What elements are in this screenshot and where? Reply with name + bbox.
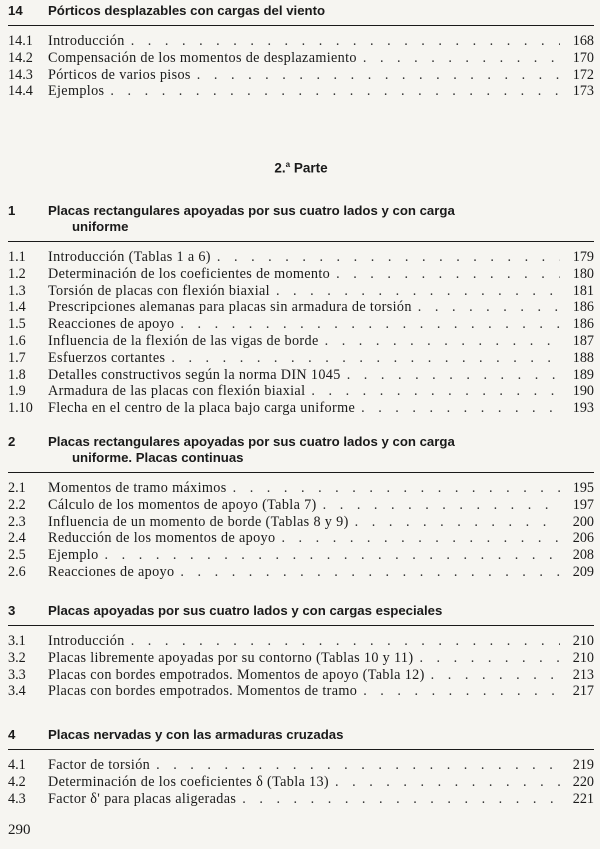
- entry-title: Momentos de tramo máximos: [48, 480, 227, 496]
- entry-page: 173: [572, 83, 594, 100]
- dot-leader: [317, 497, 560, 514]
- toc-entry: [8, 633, 594, 650]
- dot-leader: [330, 266, 560, 283]
- toc-entry: [8, 564, 594, 581]
- toc-entry: [8, 383, 594, 400]
- toc-entry: [8, 249, 594, 266]
- dot-leader: [357, 50, 560, 67]
- toc-entry: [8, 547, 594, 564]
- entry-page: 221: [572, 790, 594, 807]
- dot-leader: [355, 400, 560, 417]
- dot-leader: [174, 564, 560, 581]
- entry-title: Flecha en el centro de la placa bajo carga uniforme: [48, 400, 356, 417]
- dot-leader: [341, 367, 560, 384]
- toc-entry: [8, 400, 594, 417]
- entry-page: 187: [572, 332, 594, 349]
- toc-entry: [8, 530, 594, 547]
- entry-number: 1.3: [8, 282, 26, 299]
- entry-number: 1.8: [8, 366, 26, 383]
- divider: [8, 749, 594, 750]
- entry-title: Determinación de los coeficientes δ (Tabla 13): [48, 773, 329, 790]
- dot-leader: [227, 480, 560, 497]
- dot-leader: [125, 633, 560, 650]
- toc-entry: [8, 350, 594, 367]
- chapter-title: Placas nervadas y con las armaduras cruzadas: [48, 727, 344, 742]
- toc-entry: [8, 650, 594, 667]
- entry-number: 1.6: [8, 332, 26, 349]
- toc-entry: [8, 50, 594, 67]
- page-number: 290: [8, 822, 31, 838]
- chapter-heading: [8, 603, 594, 619]
- entry-title: Factor de torsión: [48, 757, 151, 773]
- chapter-title: Placas apoyadas por sus cuatro lados y con cargas especiales: [48, 603, 443, 618]
- chapter-number: 14: [8, 3, 23, 18]
- entry-number: 14.3: [8, 66, 33, 83]
- dot-leader: [270, 283, 560, 300]
- toc-entry: [8, 266, 594, 283]
- entry-page: 188: [572, 349, 594, 366]
- entry-page: 208: [572, 547, 594, 564]
- chapter-number: 1: [8, 203, 16, 218]
- dot-leader: [412, 299, 560, 316]
- entry-number: 14.1: [8, 33, 33, 49]
- dot-leader: [236, 791, 560, 808]
- entry-page: 186: [572, 316, 594, 333]
- toc-entry: [8, 791, 594, 808]
- entry-number: 4.2: [8, 773, 26, 790]
- dot-leader: [99, 547, 560, 564]
- entry-number: 14.2: [8, 49, 33, 66]
- entry-page: 220: [572, 773, 594, 790]
- entry-title: Reducción de los momentos de apoyo: [48, 530, 276, 547]
- dot-leader: [125, 33, 560, 50]
- dot-leader: [413, 650, 560, 667]
- entry-page: 210: [572, 649, 594, 666]
- chapter-1: [8, 203, 594, 417]
- divider: [8, 25, 594, 26]
- toc-entry: [8, 514, 594, 531]
- entry-title: Ejemplos: [48, 83, 105, 100]
- divider: [8, 625, 594, 626]
- toc-entry: [8, 283, 594, 300]
- dot-leader: [174, 316, 560, 333]
- dot-leader: [191, 67, 560, 84]
- dot-leader: [211, 249, 560, 266]
- toc-entry: [8, 774, 594, 791]
- toc-entry: [8, 333, 594, 350]
- dot-leader: [425, 667, 560, 684]
- chapter-number: 4: [8, 727, 16, 742]
- toc-entry: [8, 33, 594, 50]
- dot-leader: [150, 757, 560, 774]
- entry-page: 181: [572, 282, 594, 299]
- entry-page: 179: [572, 249, 594, 265]
- entry-page: 170: [572, 49, 594, 66]
- toc-entry: [8, 367, 594, 384]
- entry-title: Ejemplo: [48, 547, 99, 564]
- toc-entry: [8, 480, 594, 497]
- toc-entry: [8, 683, 594, 700]
- dot-leader: [275, 530, 560, 547]
- entry-number: 2.3: [8, 513, 26, 530]
- entry-title: Placas con bordes empotrados. Momentos de tramo: [48, 683, 358, 700]
- chapter-14: [8, 3, 594, 100]
- dot-leader: [319, 333, 560, 350]
- entry-title: Detalles constructivos según la norma DIN 1045: [48, 366, 341, 383]
- entry-title: Reacciones de apoyo: [48, 563, 175, 580]
- entry-page: 197: [572, 496, 594, 513]
- toc-entry: [8, 497, 594, 514]
- chapter-heading: [8, 203, 594, 235]
- entry-title: Placas con bordes empotrados. Momentos de apoyo (Tabla 12): [48, 666, 425, 683]
- entry-page: 172: [572, 66, 594, 83]
- dot-leader: [357, 683, 560, 700]
- entry-title: Determinación de los coeficientes de momento: [48, 265, 331, 282]
- toc-entry: [8, 316, 594, 333]
- entry-number: 2.1: [8, 480, 26, 496]
- entry-title: Introducción: [48, 633, 125, 649]
- chapter-number: 2: [8, 434, 16, 449]
- entry-page: 200: [572, 513, 594, 530]
- chapter-heading: [8, 3, 594, 19]
- entry-title: Prescripciones alemanas para placas sin armadura de torsión: [48, 299, 412, 316]
- dot-leader: [329, 774, 560, 791]
- entry-title: Introducción (Tablas 1 a 6): [48, 249, 211, 265]
- entry-number: 4.3: [8, 790, 26, 807]
- chapter-3: [8, 603, 594, 700]
- divider: [8, 472, 594, 473]
- entry-title: Placas libremente apoyadas por su contorno (Tablas 10 y 11): [48, 649, 414, 666]
- chapter-2: [8, 434, 594, 581]
- entry-number: 1.1: [8, 249, 26, 265]
- entry-number: 2.6: [8, 563, 26, 580]
- entry-page: 195: [572, 480, 594, 496]
- entry-page: 206: [572, 530, 594, 547]
- entry-number: 3.4: [8, 683, 26, 700]
- entry-title: Influencia de la flexión de las vigas de borde: [48, 332, 319, 349]
- entry-page: 190: [572, 383, 594, 400]
- entry-title: Cálculo de los momentos de apoyo (Tabla 7): [48, 496, 317, 513]
- entry-page: 213: [572, 666, 594, 683]
- entry-title: Pórticos de varios pisos: [48, 66, 191, 83]
- entry-number: 3.2: [8, 649, 26, 666]
- entry-number: 1.10: [8, 400, 33, 417]
- chapter-heading: [8, 434, 594, 466]
- part-heading: 2.$^a$ Parte: [274, 160, 328, 176]
- toc-entry: [8, 67, 594, 84]
- entry-title: Factor δ' para placas aligeradas: [48, 790, 237, 807]
- entry-number: 1.4: [8, 299, 26, 316]
- entry-number: 1.9: [8, 383, 26, 400]
- entry-number: 3.3: [8, 666, 26, 683]
- entry-page: 180: [572, 265, 594, 282]
- entry-page: 193: [572, 400, 594, 417]
- chapter-number: 3: [8, 603, 16, 618]
- entry-page: 186: [572, 299, 594, 316]
- entry-number: 1.5: [8, 316, 26, 333]
- dot-leader: [305, 383, 560, 400]
- entry-title: Reacciones de apoyo: [48, 316, 175, 333]
- entry-title: Torsión de placas con flexión biaxial: [48, 282, 270, 299]
- entry-number: 1.7: [8, 349, 26, 366]
- entry-page: 219: [572, 757, 594, 773]
- entry-number: 2.5: [8, 547, 26, 564]
- entry-title: Armadura de las placas con flexión biaxial: [48, 383, 306, 400]
- entry-number: 3.1: [8, 633, 26, 649]
- divider: [8, 241, 594, 242]
- toc-entry: [8, 83, 594, 100]
- dot-leader: [349, 514, 560, 531]
- entry-number: 14.4: [8, 83, 33, 100]
- entry-page: 209: [572, 563, 594, 580]
- entry-page: 168: [572, 33, 594, 49]
- entry-page: 189: [572, 366, 594, 383]
- entry-title: Esfuerzos cortantes: [48, 349, 166, 366]
- dot-leader: [165, 350, 560, 367]
- toc-entry: [8, 757, 594, 774]
- entry-page: 210: [572, 633, 594, 649]
- entry-title: Introducción: [48, 33, 125, 49]
- entry-number: 2.4: [8, 530, 26, 547]
- chapter-title: Placas rectangulares apoyadas por sus cuatro lados y con carga uniforme. Placas continuas: [48, 434, 455, 465]
- chapter-title: Placas rectangulares apoyadas por sus cuatro lados y con carga uniforme: [48, 203, 455, 234]
- toc-entry: [8, 299, 594, 316]
- entry-number: 2.2: [8, 496, 26, 513]
- entry-number: 4.1: [8, 757, 26, 773]
- entry-title: Influencia de un momento de borde (Tablas 8 y 9): [48, 513, 349, 530]
- entry-page: 217: [572, 683, 594, 700]
- chapter-title: Pórticos desplazables con cargas del viento: [48, 3, 326, 18]
- chapter-heading: [8, 727, 594, 743]
- entry-number: 1.2: [8, 265, 26, 282]
- entry-title: Compensación de los momentos de desplazamiento: [48, 49, 357, 66]
- dot-leader: [104, 83, 560, 100]
- toc-entry: [8, 667, 594, 684]
- chapter-4: [8, 727, 594, 807]
